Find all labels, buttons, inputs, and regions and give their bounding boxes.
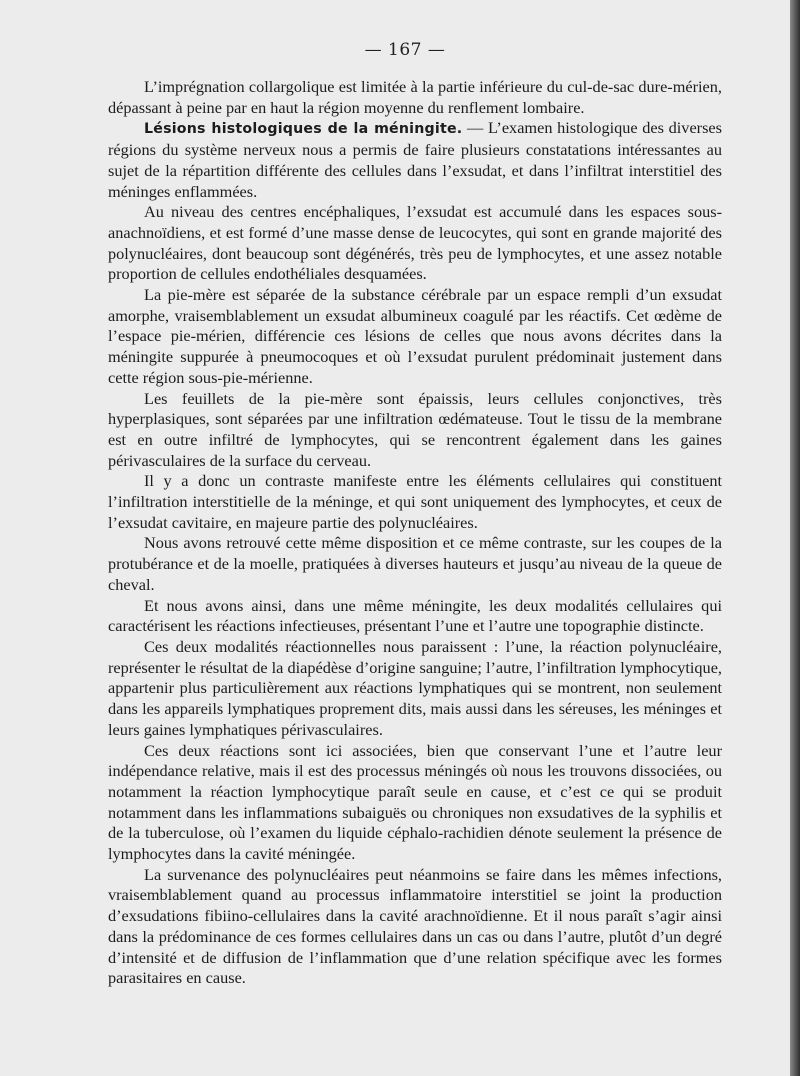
paragraph xyxy=(108,389,722,472)
paragraph-text: Ces deux réactions sont ici associées, bien que conservant l’une et l’autre leur indépendance relative, mais il est des processus méningés où nous les trouvons dissociées, ou notamment la réaction lymphocytique paraît seule en cause, et c’est ce qui se produit notamment dans les inflammations subaiguës ou chroniques non exsudatives de la syphilis et de la tuberculose, où l’examen du liquide céphalo-rachidien dénote seulement la présence de lymphocytes dans la cavité méningée. xyxy=(108,740,722,864)
page-edge-shadow xyxy=(790,0,800,1076)
paragraph xyxy=(108,285,722,389)
paragraph xyxy=(108,202,722,285)
paragraph xyxy=(108,865,722,989)
paragraph xyxy=(108,77,722,118)
paragraph-text: La survenance des polynucléaires peut néanmoins se faire dans les mêmes infections, vraisemblablement quand au processus inflammatoire interstitiel se joint la production d’exsudations fibiino-cellulaires dans la cavité arachnoïdienne. Et il nous paraît s’agir ainsi dans la prédominance de ces formes cellulaires dans un cas ou dans l’autre, plutôt d’un degré d’intensité et de diffusion de l’inflammation que d’une relation spécifique avec les formes parasitaires en cause. xyxy=(108,864,722,988)
paragraph-text: Et nous avons ainsi, dans une même méningite, les deux modalités cellulaires qui caractérisent les réactions infectieuses, présentant l’une et l’autre une topographie distincte. xyxy=(108,595,722,636)
paragraph xyxy=(108,741,722,865)
paragraph-text: L’imprégnation collargolique est limitée à la partie inférieure du cul-de-sac dure-mérien, dépassant à peine par en haut la région moyenne du renflement lombaire. xyxy=(108,77,722,117)
paragraph xyxy=(108,118,722,202)
paragraph-text: Au niveau des centres encéphaliques, l’exsudat est accumulé dans les espaces sous-anachnoïdiens, et est formé d’une masse dense de leucocytes, qui sont en grande majorité des polynucléaires, dont beaucoup sont dégénérés, très peu de lymphocytes, et une assez notable proportion de cellules endothéliales desquamées. xyxy=(108,202,722,284)
paragraph-text: Ces deux modalités réactionnelles nous paraissent : l’une, la réaction polynucléaire, représenter le résultat de la diapédèse d’origine sanguine; l’autre, l’infiltration lymphocytique, appartenir plus particulièrement aux réactions lymphatiques qui se montrent, non seulement dans les appareils lymphatiques proprement dits, mais aussi dans les séreuses, les méninges et leurs gaines lymphatiques périvasculaires. xyxy=(108,636,722,739)
paragraph xyxy=(108,533,722,595)
paragraph-text: — L’examen histologique des diverses régions du système nerveux nous a permis de faire plusieurs constatations intéressantes au sujet de la répartition différente des cellules dans l’exsudat, et dans l’infiltrat interstitiel des méninges enflammées. xyxy=(108,118,722,201)
paragraph xyxy=(108,471,722,533)
paragraph-text: Les feuillets de la pie-mère sont épaissis, leurs cellules conjonctives, très hyperplasiques, sont séparées par une infiltration œdémateuse. Tout le tissu de la membrane est en outre infiltré de lymphocytes, qui se rencontrent également dans les gaines périvasculaires de la surface du cerveau. xyxy=(108,388,722,470)
paragraph-text: Nous avons retrouvé cette même disposition et ce même contraste, sur les coupes de la protubérance et de la moelle, pratiquées à diverses hauteurs et jusqu’au niveau de la queue de cheval. xyxy=(108,533,722,594)
section-heading: Lésions histologiques de la méningite. xyxy=(144,121,463,138)
paragraph-text: La pie-mère est séparée de la substance cérébrale par un espace rempli d’un exsudat amorphe, vraisemblablement un exsudat albumineux coagulé par les réactifs. Cet œdème de l’espace pie-mérien, différencie ces lésions de celles que nous avons décrites dans la méningite suppurée à pneumocoques et où l’exsudat purulent prédominait justement dans cette région sous-pie-mérienne. xyxy=(108,285,722,387)
body-text xyxy=(108,77,722,989)
paragraph xyxy=(108,637,722,741)
page-number: — 167 — xyxy=(364,40,446,60)
paragraph xyxy=(108,596,722,637)
paragraph-text: Il y a donc un contraste manifeste entre les éléments cellulaires qui constituent l’infiltration interstitielle de la méninge, et qui sont uniquement des lymphocytes, et ceux de l’exsudat cavitaire, en majeure partie des polynucléaires. xyxy=(108,471,722,532)
